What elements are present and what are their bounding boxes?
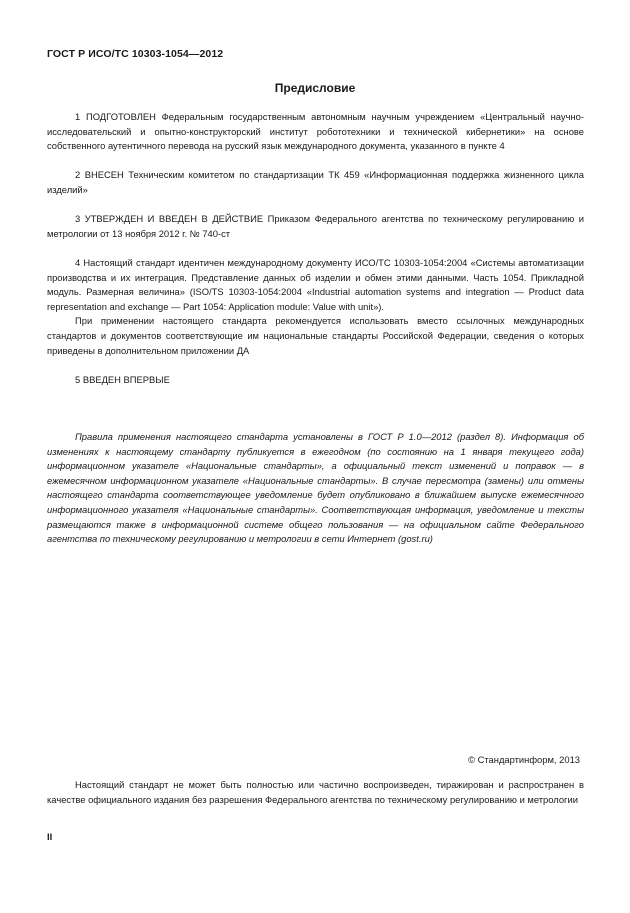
reproduction-text: Настоящий стандарт не может быть полностью или частично воспроизведен, тиражирован и распространен в качестве официального издания без разрешения Федерального агентства по техническому регулированию и метрологии <box>47 779 584 805</box>
foreword-body <box>47 110 584 387</box>
document-code-header: ГОСТ Р ИСО/ТС 10303-1054—2012 <box>47 48 224 60</box>
paragraph-submitted: 2 ВНЕСЕН Техническим комитетом по стандартизации ТК 459 «Информационная поддержка жизненного цикла изделий» <box>47 169 584 195</box>
notice-text: Правила применения настоящего стандарта установлены в ГОСТ Р 1.0—2012 (раздел 8). Информация об изменениях к настоящему стандарту публикуется в ежегодном (по состоянию на 1 января текущего года) информационном указателе «Национальные стандарты», а официальный текст изменений и поправок — в ежемесячном информационном указателе «Национальные стандарты». В случае пересмотра (замены) или отмены настоящего стандарта соответствующее уведомление будет опубликовано в ближайшем выпуске ежемесячного информационного указателя «Национальные стандарты». Соответствующая информация, уведомление и тексты размещаются также в информационной системе общего пользования — на официальном сайте Федерального агентства по техническому регулированию и метрологии в сети Интернет (gost.ru) <box>47 431 584 545</box>
paragraph-prepared: 1 ПОДГОТОВЛЕН Федеральным государственным автономным научным учреждением «Центральный научно-исследовательский и опытно-конструкторский институт робототехники и технической кибернетики» на основе собственного аутентичного перевода на русский язык международного документа, указанного в пункте 4 <box>47 111 584 152</box>
page-number: II <box>47 831 53 842</box>
paragraph-approved: 3 УТВЕРЖДЕН И ВВЕДЕН В ДЕЙСТВИЕ Приказом Федерального агентства по техническому регулированию и метрологии от 13 ноября 2012 г. № 740-ст <box>47 213 584 239</box>
reproduction-notice <box>47 778 584 807</box>
paragraph-references: При применении настоящего стандарта рекомендуется использовать вместо ссылочных международных стандартов и документов соответствующие им национальные стандарты Российской Федерации, сведения о которых приведены в дополнительном приложении ДА <box>47 315 584 356</box>
application-rules-notice <box>47 430 584 547</box>
paragraph-identical: 4 Настоящий стандарт идентичен международному документу ИСО/ТС 10303-1054:2004 «Системы автоматизации производства и их интеграция. Представление данных об изделии и обмен этими данными. Часть 1054. Прикладной модуль. Размерная величина» (ISO/TS 10303-1054:2004 «Industrial automation systems and integration — Product data representation and exchange — Part 1054: Application module: Value with unit»). <box>47 256 584 312</box>
copyright: © Стандартинформ, 2013 <box>468 754 580 765</box>
paragraph-first-introduced: 5 ВВЕДЕН ВПЕРВЫЕ <box>75 373 170 385</box>
page-title: Предисловие <box>274 81 356 95</box>
